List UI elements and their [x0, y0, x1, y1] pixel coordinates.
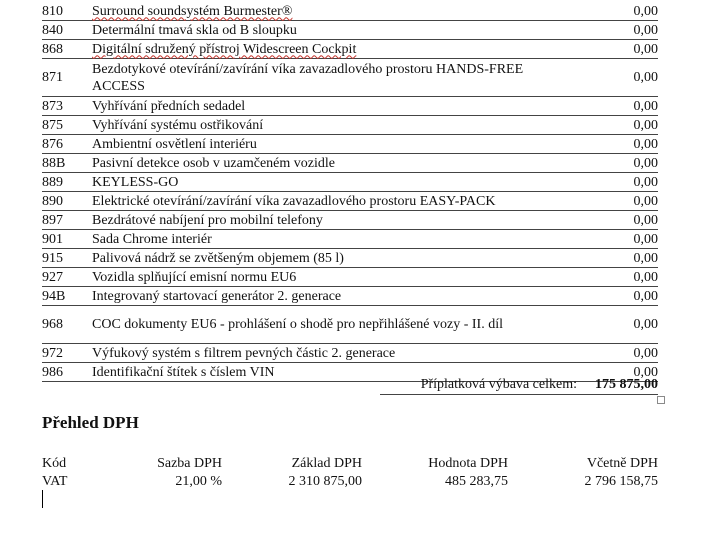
- option-code: 890: [42, 193, 63, 209]
- paragraph-mark-icon: [657, 396, 665, 404]
- option-code: 840: [42, 22, 63, 38]
- option-price: 0,00: [633, 250, 658, 266]
- table-row: [42, 97, 658, 116]
- option-price: 0,00: [633, 136, 658, 152]
- option-description: Palivová nádrž se zvětšeným objemem (85 l): [92, 250, 344, 266]
- vat-heading: Přehled DPH: [42, 413, 139, 432]
- option-code: 986: [42, 364, 63, 380]
- option-description: Integrovaný startovací generátor 2. generace: [92, 288, 342, 304]
- table-row: [42, 287, 658, 306]
- option-description: KEYLESS-GO: [92, 174, 179, 190]
- table-row: [42, 230, 658, 249]
- option-price: 0,00: [633, 174, 658, 190]
- vat-total: 2 796 158,75: [584, 474, 658, 489]
- vat-header-total: Včetně DPH: [586, 456, 658, 471]
- option-code: 901: [42, 231, 63, 247]
- table-row: [42, 154, 658, 173]
- vat-header-rate: Sazba DPH: [157, 456, 222, 471]
- option-price: 0,00: [633, 98, 658, 114]
- option-price: 0,00: [633, 212, 658, 228]
- table-row: [42, 306, 658, 344]
- option-description: Výfukový systém s filtrem pevných částic 2. generace: [92, 345, 396, 361]
- vat-header-base: Základ DPH: [291, 456, 362, 471]
- table-row: [42, 268, 658, 287]
- table-row: [42, 40, 658, 59]
- table-row: [42, 173, 658, 192]
- option-description: Bezdrátové nabíjení pro mobilní telefony: [92, 212, 323, 228]
- table-row: [42, 344, 658, 363]
- vat-table: [42, 455, 658, 491]
- option-description: Vozidla splňující emisní normu EU6: [92, 269, 297, 285]
- option-price: 0,00: [633, 345, 658, 361]
- option-code: 94B: [42, 288, 66, 304]
- table-row: [42, 116, 658, 135]
- option-description: Ambientní osvětlení interiéru: [92, 136, 257, 152]
- option-code: 868: [42, 41, 63, 57]
- option-description: Determální tmavá skla od B sloupku: [92, 22, 297, 38]
- total-value: 175 875,00: [595, 377, 658, 392]
- option-description: Vyhřívání předních sedadel: [92, 98, 246, 114]
- option-price: 0,00: [633, 41, 658, 57]
- table-row: [42, 59, 658, 97]
- table-row: [42, 249, 658, 268]
- option-code: 871: [42, 70, 63, 85]
- option-description: COC dokumenty EU6 - prohlášení o shodě pro nepřihlášené vozy - II. díl: [92, 317, 503, 332]
- option-price: 0,00: [633, 3, 658, 19]
- option-price: 0,00: [633, 317, 658, 332]
- option-price: 0,00: [633, 117, 658, 133]
- total-label: Příplatková výbava celkem:: [420, 377, 577, 392]
- option-description: Elektrické otevírání/zavírání víka zavazadlového prostoru EASY-PACK: [92, 193, 496, 209]
- option-code: 875: [42, 117, 63, 133]
- option-price: 0,00: [633, 231, 658, 247]
- table-row: [42, 2, 658, 21]
- option-code: 968: [42, 317, 63, 332]
- option-description: Digitální sdružený přístroj Widescreen Cockpit: [92, 41, 357, 57]
- option-code: 889: [42, 174, 63, 190]
- option-price: 0,00: [633, 155, 658, 171]
- vat-amount: 485 283,75: [445, 474, 508, 489]
- vat-header-code: Kód: [42, 456, 67, 471]
- vat-header-amount: Hodnota DPH: [428, 456, 508, 471]
- option-description: Sada Chrome interiér: [92, 231, 212, 247]
- option-code: 876: [42, 136, 63, 152]
- option-price: 0,00: [633, 288, 658, 304]
- vat-rate: 21,00 %: [175, 474, 222, 489]
- table-row: [42, 135, 658, 154]
- option-code: 810: [42, 3, 63, 19]
- text-caret[interactable]: [42, 490, 43, 508]
- option-price: 0,00: [633, 70, 658, 85]
- table-row: [42, 192, 658, 211]
- option-code: 873: [42, 98, 63, 114]
- option-description: Bezdotykové otevírání/zavírání víka zavazadlového prostoru HANDS-FREE ACCESS: [92, 61, 524, 94]
- vat-row: [42, 473, 658, 491]
- option-description: Vyhřívání systému ostřikování: [92, 117, 264, 133]
- option-price: 0,00: [633, 22, 658, 38]
- vat-base: 2 310 875,00: [288, 474, 362, 489]
- vat-code: VAT: [42, 474, 68, 489]
- option-code: 897: [42, 212, 63, 228]
- option-code: 915: [42, 250, 63, 266]
- option-code: 88B: [42, 155, 66, 171]
- option-description: Surround soundsystém Burmester®: [92, 3, 293, 19]
- table-row: [42, 21, 658, 40]
- option-code: 972: [42, 345, 63, 361]
- option-description: Pasivní detekce osob v uzamčeném vozidle: [92, 155, 335, 171]
- option-code: 927: [42, 269, 63, 285]
- options-table: [42, 2, 658, 382]
- vat-header-row: [42, 455, 658, 473]
- options-total-row: [380, 376, 658, 395]
- option-price: 0,00: [633, 364, 658, 380]
- option-description: Identifikační štítek s číslem VIN: [92, 364, 275, 380]
- option-price: 0,00: [633, 193, 658, 209]
- option-price: 0,00: [633, 269, 658, 285]
- table-row: [42, 211, 658, 230]
